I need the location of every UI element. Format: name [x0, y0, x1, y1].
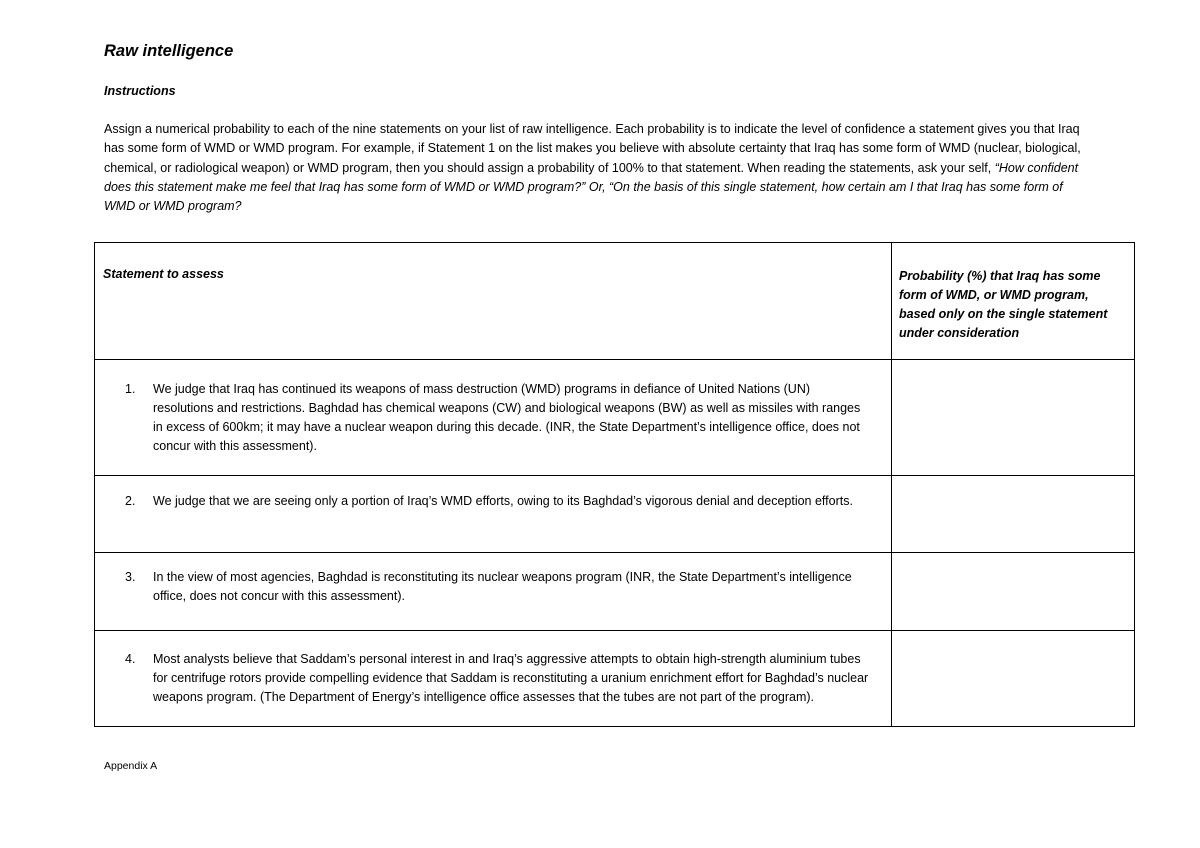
statement-text: We judge that we are seeing only a portion of Iraq’s WMD efforts, owing to its Baghdad’s vigorous denial and deception efforts. [153, 494, 853, 508]
table-row [95, 360, 1135, 476]
probability-cell[interactable] [892, 631, 1135, 727]
header-statement: Statement to assess [95, 243, 892, 360]
statement-number: 4. [125, 652, 136, 666]
statement-text: In the view of most agencies, Baghdad is reconstituting its nuclear weapons program (INR, the State Department’s intelligence office, does not concur with this assessment). [153, 570, 852, 603]
table-row [95, 631, 1135, 727]
probability-cell[interactable] [892, 476, 1135, 553]
table-row [95, 553, 1135, 631]
statement-number: 2. [125, 494, 136, 508]
statement-text: We judge that Iraq has continued its weapons of mass destruction (WMD) programs in defiance of United Nations (UN) resolutions and restrictions. Baghdad has chemical weapons (CW) and biological weapons (BW) as well as missiles with ranges in excess of 600km; it may have a nuclear weapon during this decade. (INR, the State Department’s intelligence office, does not concur with this assessment). [153, 382, 861, 453]
statement-number: 1. [125, 382, 136, 396]
statement-cell [95, 553, 892, 631]
statement-cell [95, 360, 892, 476]
instructions-heading: Instructions [104, 84, 176, 98]
probability-cell[interactable] [892, 360, 1135, 476]
statements-table [94, 242, 1135, 727]
page-title: Raw intelligence [104, 42, 234, 60]
instructions-paragraph [104, 120, 1089, 216]
table-row [95, 476, 1135, 553]
statement-number: 3. [125, 570, 136, 584]
header-probability: Probability (%) that Iraq has some form of WMD, or WMD program, based only on the single statement under consideration [892, 243, 1135, 360]
instructions-text: Assign a numerical probability to each of the nine statements on your list of raw intelligence. Each probability is to indicate the level of confidence a statement gives you that Iraq has some form of WMD or WMD program. For example, if Statement 1 on the list makes you believe with absolute certainty that Iraq has some form of WMD (nuclear, biological, chemical, or radiological weapon) or WMD program, then you should assign a probability of 100% to that statement. When reading the statements, ask your self, [104, 122, 1081, 175]
statement-text: Most analysts believe that Saddam’s personal interest in and Iraq’s aggressive attempts to obtain high-strength aluminium tubes for centrifuge rotors provide compelling evidence that Saddam is reconstituting a uranium enrichment effort for Baghdad’s nuclear weapons program. (The Department of Energy’s intelligence office assesses that the tubes are not part of the program). [153, 652, 869, 704]
table-header-row [95, 243, 1135, 360]
probability-cell[interactable] [892, 553, 1135, 631]
footer-appendix-label: Appendix A [104, 760, 158, 772]
statement-cell [95, 631, 892, 727]
statement-cell [95, 476, 892, 553]
instructions-italic-questions: “How confident does this statement make me feel that Iraq has some form of WMD or WMD program?” Or, “On the basis of this single statement, how certain am I that Iraq has some form of WMD or WMD program? [104, 160, 1079, 214]
